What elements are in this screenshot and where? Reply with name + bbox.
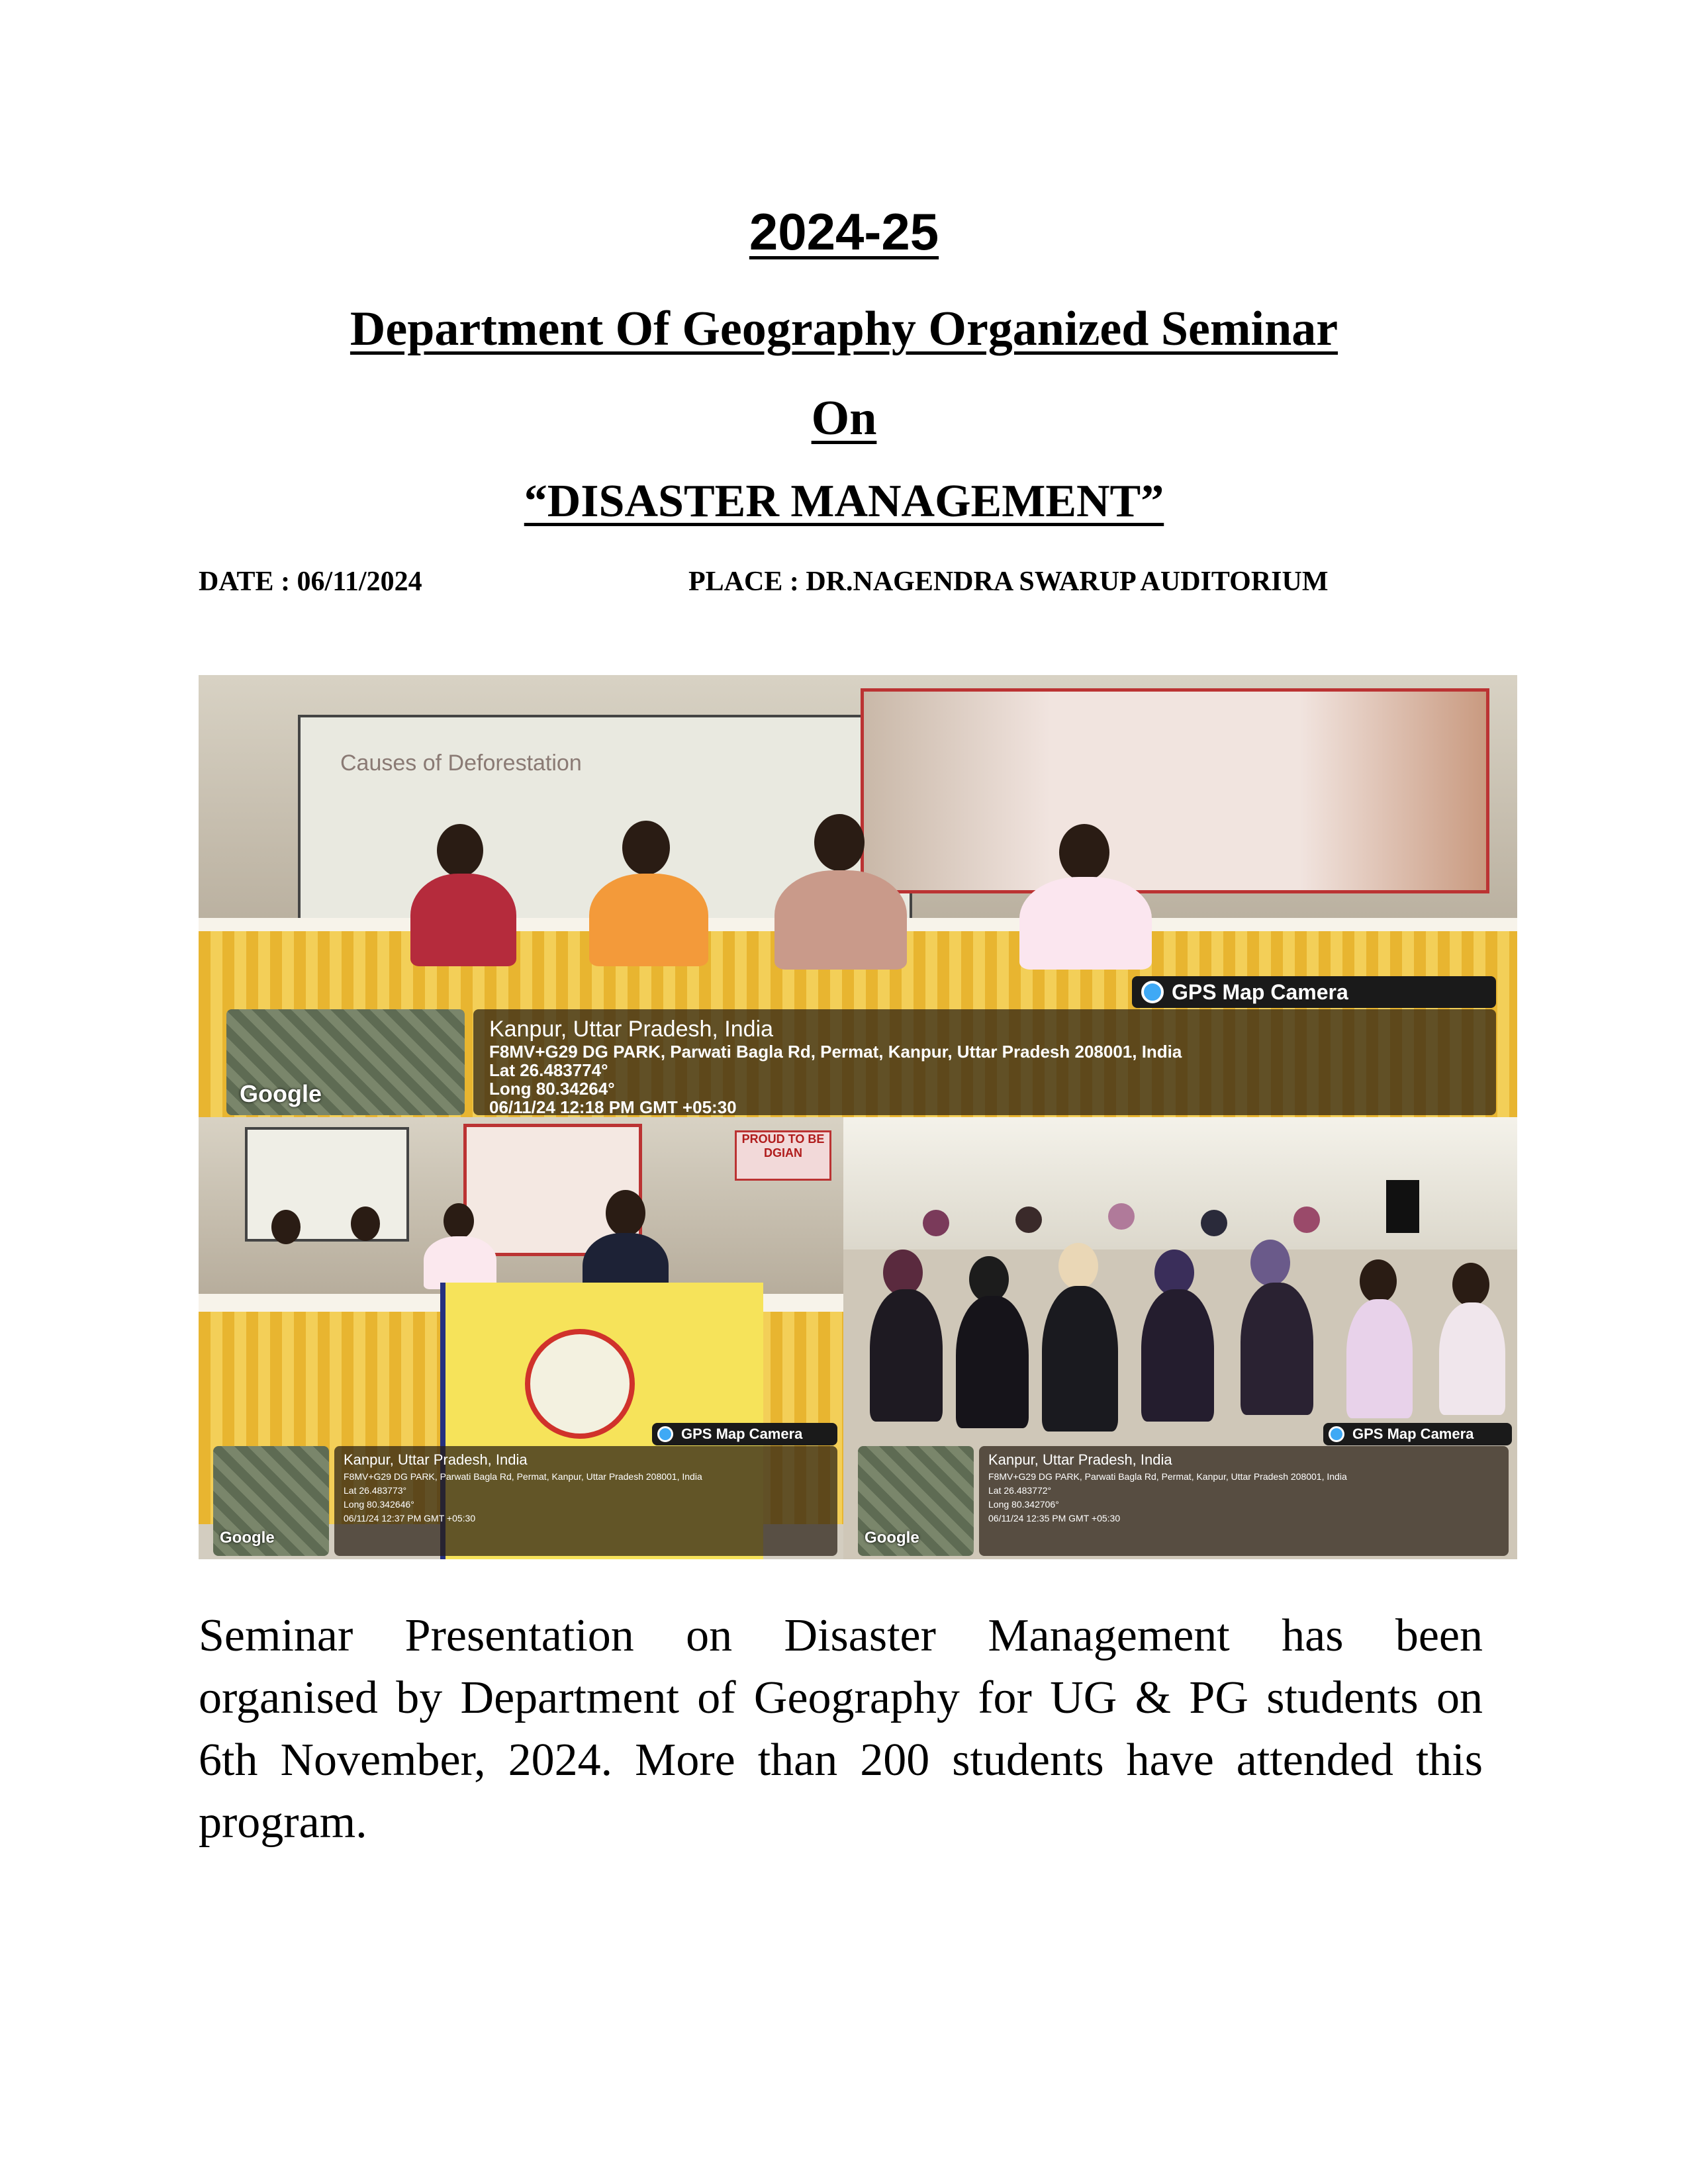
geotag-overlay <box>979 1446 1509 1556</box>
geotag-lat: Lat 26.483773° <box>344 1485 407 1496</box>
gps-camera-label: GPS Map Camera <box>681 1426 803 1442</box>
proud-sign: PROUD TO BE DGIAN <box>735 1130 831 1181</box>
geotag-overlay <box>334 1446 837 1556</box>
geotag-overlay <box>473 1009 1496 1115</box>
gps-camera-icon <box>1329 1426 1344 1442</box>
geotag-lat: Lat 26.483774° <box>489 1060 608 1080</box>
seminar-banner <box>861 688 1489 893</box>
geotag-address: F8MV+G29 DG PARK, Parwati Bagla Rd, Permat, Kanpur, Uttar Pradesh 208001, India <box>489 1042 1182 1062</box>
gps-camera-badge <box>1323 1423 1512 1445</box>
description-line: organised by Department of Geography for UG & PG students on <box>199 1672 1483 1723</box>
description-line: 6th November, 2024. More than 200 students have attended this <box>199 1735 1483 1786</box>
description-line: program. <box>199 1797 367 1848</box>
speaker-box <box>1386 1180 1419 1233</box>
speaker-photo-panel <box>199 1117 843 1559</box>
geotag-location: Kanpur, Uttar Pradesh, India <box>988 1451 1172 1468</box>
event-place: PLACE : DR.NAGENDRA SWARUP AUDITORIUM <box>688 567 1329 597</box>
geotag-timestamp: 06/11/24 12:35 PM GMT +05:30 <box>988 1513 1121 1524</box>
geotag-location: Kanpur, Uttar Pradesh, India <box>489 1017 774 1042</box>
geotag-timestamp: 06/11/24 12:18 PM GMT +05:30 <box>489 1097 737 1117</box>
geotag-timestamp: 06/11/24 12:37 PM GMT +05:30 <box>344 1513 476 1524</box>
gps-camera-label: GPS Map Camera <box>1352 1426 1474 1442</box>
geotag-address: F8MV+G29 DG PARK, Parwati Bagla Rd, Permat, Kanpur, Uttar Pradesh 208001, India <box>988 1471 1347 1482</box>
geotag-address: F8MV+G29 DG PARK, Parwati Bagla Rd, Permat, Kanpur, Uttar Pradesh 208001, India <box>344 1471 702 1482</box>
google-logo: Google <box>240 1080 322 1107</box>
year-title: 2024-25 <box>749 203 939 261</box>
geotag-long: Long 80.342706° <box>988 1499 1059 1510</box>
college-emblem <box>525 1329 635 1439</box>
page-heading: Department Of Geography Organized Seminar <box>350 302 1338 356</box>
geotag-location: Kanpur, Uttar Pradesh, India <box>344 1451 528 1468</box>
google-logo: Google <box>220 1529 275 1547</box>
gps-camera-icon <box>657 1426 673 1442</box>
gps-camera-icon <box>1141 981 1164 1003</box>
geotag-long: Long 80.34264° <box>489 1079 615 1099</box>
seminar-photo-panel <box>199 675 1517 1117</box>
slide-title: Causes of Deforestation <box>340 751 582 776</box>
event-description <box>199 1605 1483 1854</box>
gps-camera-badge <box>1132 976 1496 1008</box>
audience-photo-panel <box>843 1117 1517 1559</box>
seminar-topic: “DISASTER MANAGEMENT” <box>524 476 1164 527</box>
gps-camera-label: GPS Map Camera <box>1172 979 1348 1004</box>
gps-camera-badge <box>652 1423 837 1445</box>
description-line: Seminar Presentation on Disaster Management has been <box>199 1610 1483 1661</box>
heading-on: On <box>811 391 877 445</box>
google-logo: Google <box>865 1529 919 1547</box>
event-date: DATE : 06/11/2024 <box>199 567 422 597</box>
geotag-lat: Lat 26.483772° <box>988 1485 1052 1496</box>
geotag-long: Long 80.342646° <box>344 1499 414 1510</box>
